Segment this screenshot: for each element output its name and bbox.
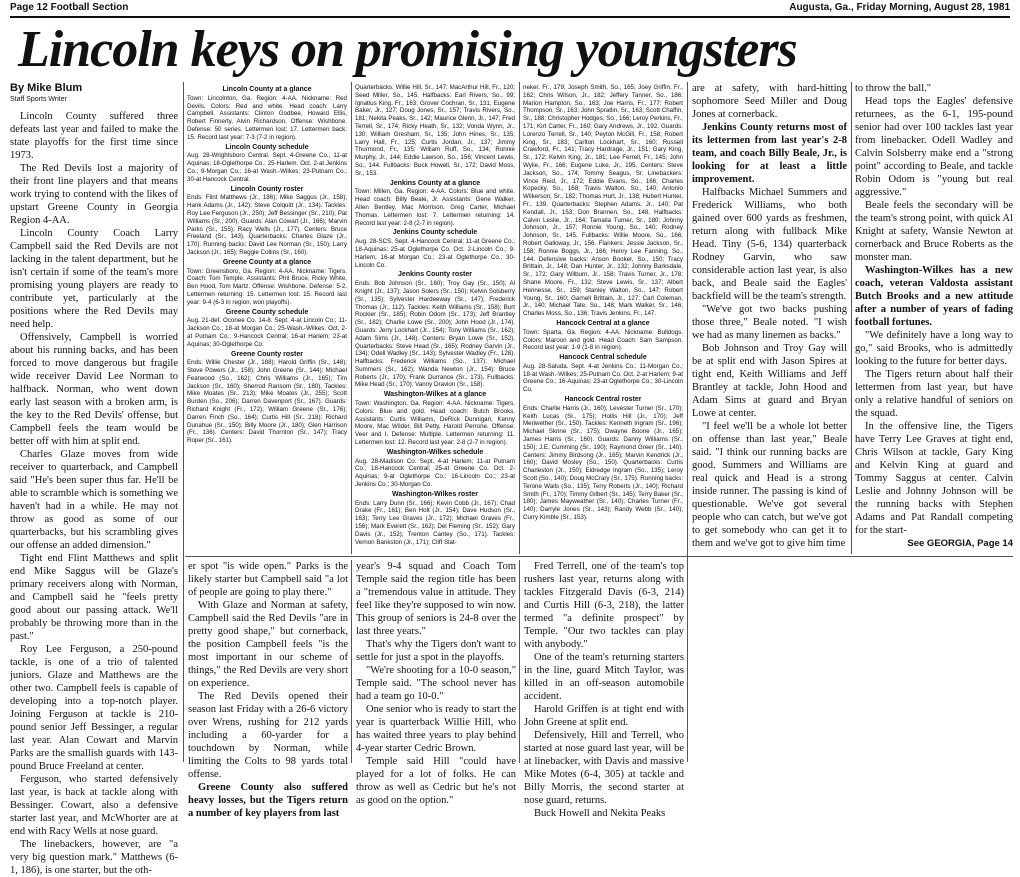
- story-column-bottom-3: [356, 560, 516, 806]
- story-paragraph: The Tigers return about half their lettermen from last year, but have only a relative handful of seniors on the squad.: [855, 369, 1013, 419]
- story-paragraph: "I feel we'll be a whole lot better on offense than last year," Beale said. "I think our running backs are good. Summers and Williams are real quick and Head is a strong inside runner. The passing is kind of questionable. We've got several people who can catch, but we've got to get somebody who can get it to them and we've got to give him time: [692, 421, 847, 549]
- story-paragraph: Tight end Flint Matthews and split end Mike Saggus will be Glaze's primary receivers along with Norman, and Campbell said he "feels pretty good about our passing attack. We'll probably be throwing more than in the past.": [10, 553, 178, 642]
- page-section-label: Page 12 Football Section: [10, 2, 129, 13]
- story-paragraph: The linebackers, however, are "a very big question mark." Matthews (6-1, 186), is one starter, but the oth-: [10, 839, 178, 876]
- bottom-section-rule: [185, 556, 1013, 557]
- story-column-left: [10, 82, 178, 876]
- box-title: Greene County roster: [231, 350, 303, 358]
- story-paragraph: With Glaze and Norman at safety, Campbell said the Red Devils "are in pretty good shape," but cornerback, the position Campbell feels "is the most important in our scheme of things," the Red Devils are very short on experience.: [188, 600, 348, 689]
- story-paragraph: Washington-Wilkes has a new coach, veteran Valdosta assistant Butch Brooks and a new attitude after a number of years of fading football fortunes.: [855, 265, 1013, 328]
- header-rule: [10, 16, 1010, 18]
- column-divider: [519, 560, 520, 763]
- story-paragraph: Buck Howell and Nekita Peaks: [534, 808, 666, 819]
- story-paragraph: er spot "is wide open." Parks is the likely starter but Campbell said "a lot of people are going to play there.": [188, 561, 348, 598]
- dateline: Augusta, Ga., Friday Morning, August 28, 1981: [789, 2, 1010, 13]
- box-title: Washington-Wilkes roster: [391, 490, 479, 498]
- column-divider: [183, 82, 184, 762]
- box-body: Town: Sparta, Ga. Region: 4-AA. Nickname: Bulldogs. Colors: Maroon and gold. Head Coach: Sam Sampson. Record last year: 1-9 (1-8 in region).: [523, 328, 683, 352]
- story-paragraph: The Red Devils lost a majority of their front line players and that means work trying to contend with the likes of upstart Greene County in Georgia Region 4-AA.: [10, 163, 178, 226]
- story-paragraph: Greene County also suffered heavy losses, but the Tigers return a number of key players from last: [188, 782, 348, 819]
- story-paragraph: Lincoln County Coach Larry Campbell said the Red Devils are not lacking in the talent department, but he isn't certain if some of the team's more promising young players are ready to contribute yet, particularly at the positions where the Red Devils may need help.: [10, 228, 178, 330]
- box-body: Town: Lincolnton, Ga. Region: 4-AA. Nickname: Red Devils. Colors: Red and white. Head coach: Larry Campbell. Assistants: Clinton Godbee, Howard Ellis, Robert Finnerty, Alvin Richardson. Offense: Wishbone. Defense: 50 series. Lettermen lost: 17. Lettermen back: 15. Record last year: 7-3 (7-2 in region).: [187, 94, 347, 141]
- headline: Lincoln keys on promising youngsters: [18, 21, 797, 78]
- box-body: Town: Greensboro, Ga. Region: 4-AA. Nickname: Tigers. Coach: Tom Temple. Assistants: Phil Bruce, Ricky White, Ben Hood, Tom Martz. Offense: Wishbone. Defense: 5-2. Lettermen returning: 15. Lettermen lost: 15. Record last year: 9-4 (6-3 in region, won playoffs).: [187, 267, 347, 306]
- box-title: Greene County at a glance: [222, 258, 312, 266]
- story-paragraph: Bob Johnson and Troy Gay will be at split end with Jason Spires at tight end, Keith Williams and Jeff Brantley at tackle, John Hood and Adam Sims at guard and Bryan Lowe at center.: [692, 343, 847, 419]
- story-paragraph: That's why the Tigers don't want to settle for just a spot in the playoffs.: [356, 639, 516, 663]
- byline-title: Staff Sports Writer: [10, 96, 67, 103]
- box-body: Ends: Flint Matthews (Jr., 186); Mike Saggus (Jr., 158); Hank Adams (Jr., 142); Steve Colquitt (Jr., 134). Tackles: Roy Lee Ferguson (Jr., 250); Jeff Bessinger (Sr., 210); Pat Williams (Sr., 200). Guards: Alan Cowart (Jr., 166); Marvin Parks (Sr., 155); Racy Wells (Jr., 177). Centers: Bruce Freeland (Sr., 143). Quarterbacks: Charles Glaze (Jr., 170). Running backs: David Lee Norman (Sr., 150); Larry Jackson (Jr., 165); Reggie Collins (Sr., 160).: [187, 194, 347, 256]
- box-title: Hancock Central at a glance: [556, 319, 650, 327]
- box-body: Ends: Bob Johnson (Sr., 160); Troy Gay (Sr., 150); Al Knight (Jr., 137); Jason Solers (Sr., 150); Kelvin Solsberry (Sr., 135); Sylvester Hardeeway (Sr., 147); Frederick Thomas (Jr., 112). Tackles: Keith Williams (Sr., 158); Burt Rockier (Sr., 185); Robin Odom (Sr., 173); Jeff Brantley (Sr., 182); Charlie Lowe (Sr., 200); John Hood (Jr., 174). Guards: Jerry Lockhart (Jr., 154); Tony Williams (Sr., 162); Adam Sims (Jr., 148). Centers: Bryan Lowe (Sr., 152). Quarterbacks: Steve Head (Sr., 165); Rodney Garvin (Jr., 134); Odell Wadley (Sr., 143); Sylvester Wadley (Fr., 128). Halfbacks: Frederick Williams (So., 137); Michael Summers (Sr., 162); Wanda Newton (Jr., 154); Bruce Roberts (Jr., 170); Frank Durrance (Sr., 173). Fullbacks: Mike Head (Sr., 170); Vanny Dravion (Sr., 158).: [355, 280, 515, 389]
- story-paragraph: "We definitely have a long way to go," said Brooks, who is admittedly looking to the future for better days.: [855, 330, 1013, 367]
- box-body: Ends: Larry Dunn (Sr., 166); Kevin Cobb (Jr., 167); Chad Drake (Fr., 161); Ben Holt (Jr., 154); Dave Hudson (Sr., 163); Terry Lee Graves (Jr., 172); Michael Graves (Fr., 156); Mark Everett (Sr., 162); Del Fleming (Sr., 152); Gary Davis (Jr., 152); Trenton Cantey (So., 171). Tackles: Vernon Bankston (Jr., 171); Cliff Slat-: [355, 499, 515, 546]
- story-paragraph: Head tops the Eagles' defensive returnees, as the 6-1, 195-pound senior had over 100 tackles last year from linebacker. Odell Wadley and Calvin Solsberry make end a "strong point" according to Beale, and tackle Robin Odom is "young but real aggressive.": [855, 96, 1013, 198]
- story-paragraph: Defensively, Hill and Terrell, who started at nose guard last year, will be at linebacker, with Davis and massive Mike Motes (6-4, 305) at tackle and Billy Morris, the second starter at nose guard, returns.: [524, 730, 684, 806]
- box-title: Washington-Wilkes schedule: [386, 448, 484, 456]
- glance-box-hancock: [523, 84, 683, 554]
- box-title: Lincoln County schedule: [225, 143, 309, 151]
- column-divider: [519, 82, 520, 554]
- story-paragraph: to throw the ball.": [855, 83, 932, 94]
- story-paragraph: One senior who is ready to start the year is quarterback Willie Hill, who has waited three years to play behind 4-year starter Cedric Brown.: [356, 704, 516, 754]
- column-divider: [351, 82, 352, 554]
- story-paragraph: Halfbacks Michael Summers and Frederick Williams, who both gained over 600 yards as freshmen, return along with fullback Mike Head. Tiny (5-6, 134) quarterback Rodney Garvin, who saw considerable action last year, is also back, and Beale said the Eagles' backfield will be the team's strength.: [692, 187, 847, 302]
- box-title: Lincoln County roster: [230, 185, 304, 193]
- jump-line[interactable]: See GEORGIA, Page 14: [907, 538, 1013, 549]
- story-paragraph: Temple said Hill "could have played for a lot of folks. He can throw as well as Cedric but he's not as good on the option.": [356, 756, 516, 806]
- story-paragraph: Fred Terrell, one of the team's top rushers last year, returns along with tackles Fitzgerald Davis (6-3, 214) and Curtis Hill (6-3, 218), the latter termed "a definite prospect" by Temple. "Our two tackles can play with anybody.": [524, 561, 684, 650]
- story-paragraph: year's 9-4 squad and Coach Tom Temple said the region title has been a "tremendous value in attitude. They feel like they're supposed to win now. This group of seniors is 24-8 over the last three years.": [356, 561, 516, 637]
- box-body: neker, Fr., 179; Joseph Smith, So., 165; Joey Griffin, Fr., 162; Chris Wilson, Jr., 182; Jeffery Tanner, So., 186; Marion Hampton, So., 163; Joe Harris, Fr., 177; Robert Thompson, Sr., 163; John Spratlin, Sr., 163; Scott Chaffin, Sr., 188; Christopher Hodges, So., 166; Leroy Perkins, Fr., 171; Kirt Carter, Fr., 160; Gary Andrews, Jr., 192. Guards: Lorenzo Terrell, Sr., 140; Peyton McGill, Fr., 158; Robert King, Sr., 183; Carlton Lockhart, Sr., 160; Russell Crawford, Fr., 141; Tracy Hardrage, Jr., 151; Gary King, Sr., 172; Kelvin King, Jr., 181; Lee Ferrell, Fr., 145; John Wylie, Fr., 166; Eugene Luke, Jr., 195. Centers: Steve Jackson, So., 174; Tommy Seagus, Sr. Linebackers: Vince Reid, Jr., 172; Eddie Evans, So., 166; Charles Kopecky, So., 168; Travis Walton, So., 140; Antonio Wilkerson, Sr., 182; Thomas Hurt, Jr., 138; Hubert Hunter, Fr., 139. Quarterbacks: Stephen Adams, Jr., 140; Pat Kendall, Jr., 153; Don Brannen, So., 148. Halfbacks: Calvin Leslie, Jr., 164; Tamaila Turner, Sr., 180; Johnny Johnson, Jr., 157; Ronnie Young, So., 140; Rodney Johnson, Sr., 145. Fullbacks: Willie Moore, So., 166; Robert Galloway, Jr., 156. Flankers: Jessie Jackson, Sr., 158; Ronnie Boggs, Jr., 166; Henry Lee Fanning, So., 144. Defensive backs: Anson Booker, So., 150; Tracy Brittain, Jr., 148; Dan Hunter, Jr., 132; Johnny Barksdale, Sr., 172; Gary Wilburn, Jr., 158; Travis Turner, Jr., 178; Shane Moore, Fr., 132; Steve Lewis, Sr., 137; Albert Hennesse, Sr., 159; Stanley Walton, So., 147; Robert Young, Sr., 160; Garnell Brittain, Jr., 127; Carl Coleman, Jr., 140; Michael Tate, So., 148; Mark Walker, Sr., 146; Charles Moss, So., 136; Travis Jenkins, Fr., 147.: [523, 84, 683, 318]
- box-title: Greene County schedule: [225, 308, 309, 316]
- box-title: Lincoln County at a glance: [222, 86, 312, 93]
- glance-box-lincoln-greene: [187, 84, 347, 554]
- story-column-bottom-4: [524, 560, 684, 819]
- story-paragraph: One of the team's returning starters in the line, guard Mitch Taylor, was killed in an off-season automobile accident.: [524, 652, 684, 702]
- story-paragraph: Beale feels the secondary will be the team's strong point, with quick Al Knight at safety, Wansie Newton at cornerback and Bruce Roberts as the monster man.: [855, 200, 1013, 263]
- box-body: Town: Washington, Ga. Region: 4-AA. Nickname: Tigers. Colors: Blue and gold. Head coach: Butch Brooks. Assistants: Curtis Williams, DeRick Dunnigan, Kenny Moore, Mac Wilder, Bill Petty, Harold Perrone. Offense: Veer and I. Defense: Multiple. Lettermen returning: 11. Lettermen lost: 12. Record last year: 2-8 (2-7 in region).: [355, 400, 515, 447]
- box-title: Jenkins County roster: [398, 271, 472, 279]
- story-paragraph: In the offensive line, the Tigers have Terry Lee Graves at tight end, Chris Wilson at tackle, Gary King and Kelvin King at guard and Tommy Saggus at center. Calvin Leslie and Johnny Johnson will be the running backs with Stephen Adams and Pat Randall competing for the start-: [855, 421, 1013, 536]
- story-paragraph: Roy Lee Ferguson, a 250-pound tackle, is one of a trio of talented juniors. Glaze and Matthews are the other two. Campbell feels is capable of developing into a top-notch player. Joining Ferguson at tackle is 210-pound senior Jeff Bessinger, a regular last year. Alan Cowart and Marvin Parks are the smallish guards with 143-pound Bruce Freeland at center.: [10, 644, 178, 772]
- story-paragraph: Charles Glaze moves from wide receiver to quarterback, and Campbell said "He's been super thus far. He'll be able to scramble which is something we haven't had in a while. He may not throw as good as some of our quarterbacks, but his scrambling gives our offense an added dimension.": [10, 449, 178, 551]
- page-header: [10, 2, 1010, 14]
- box-body: Ends: Charlie Harris (Jr., 160); Levester Turner (Sr., 170); Keith Lucas (Sr., 175); Hollis Hill (Jr., 170); Jeff Meriwether (Sr., 150). Tackles: Kenneth Ingram (Sr., 196); Michael Skrine (Sr., 175); Dwayne Boone (Jr., 165); James Harris (Sr., 160). Guards: Danny Williams (Sr., 150); J.E. Cumming (Sr., 190); Raymond Greer (Sr., 140). Centers: Jimmy Birdsong (Jr., 165); Marvin Kendrick (Jr., 160); David Mosley (So., 150). Quarterbacks: Curtis Charleston (Jr., 150); Eldredge Ingram (So., 135); Leroy Scott (So., 140); Doug McCrary (Sr., 175). Running backs: Terone Walls (So., 135); Terry Roberts (Jr., 140); Richard Smith (Fr., 170); Timmy Gilbert (Sr., 145); Terry Baker (Sr., 180); James Mayweather (Sr., 140); Charles Turner (Fr., 140); Darryle Jones (Sr., 143); Randy Webb (Sr., 140); Curry Kimble (Sr., 153).: [523, 404, 683, 522]
- box-body: Aug. 28-Saluda. Sept. 4-at Jenkins Co.; 11-Morgan Co.; 18-at Wash.-Wilkes; 25-Putnam Co. Oct. 2-at Harlem; 9-at Greene Co.; 16-Aquinas; 23-at Oglethorpe Co.; 30-Lincoln Co.: [523, 362, 683, 394]
- box-title: Jenkins County at a glance: [389, 179, 481, 187]
- box-body: Town: Millen, Ga. Region: 4-AA. Colors: Blue and white. Head coach: Billy Beale, Jr. Assistants: Gene Walker, Allen Bentley, Mac Morrison, Greg Carter, Michael Thomas. Lettermen lost: 7. Lettermen returning: 14. Record last year: 2-8 (2-7 in region).: [355, 188, 515, 227]
- story-paragraph: Lincoln County suffered three defeats last year and failed to make the state playoffs for the first time since 1973.: [10, 111, 178, 161]
- byline-name: By Mike Blum: [10, 82, 83, 94]
- story-paragraph: "We're shooting for a 10-0 season," Temple said. "The school never has had a team go 10-0.": [356, 665, 516, 702]
- story-paragraph: Ferguson, who started defensively last year, is back at tackle along with Bessinger. Cowart, also a defensive starter last year, and McWhorter are at end with Racy Wells at nose guard.: [10, 774, 178, 837]
- story-paragraph: Harold Griffen is at tight end with John Greene at split end.: [524, 704, 684, 728]
- box-title: Jenkins County schedule: [392, 229, 478, 237]
- story-paragraph: Offensively, Campbell is worried about his running backs, and has been forced to move dangerous but fragile wide receiver David Lee Norman to halfback. Norman, who went down early last season with a broken arm, is the key to the Red Devils' offense, but Campbell feels the team would be better off with him at split end.: [10, 332, 178, 447]
- box-body: Aug. 21-def. Oconee Co. 14-8. Sept. 4-at Lincoln Co.; 11-Jackson Co.; 18-at Morgan Co.; 25-Wash.-Wilkes. Oct. 2-at Putnam Co.; 9-Hancock Central; 16-at Harlem; 23-at Aquinas; 30-Oglethorpe Co.: [187, 317, 347, 348]
- box-title: Hancock Central roster: [564, 396, 642, 404]
- story-column-far-right: [855, 82, 1013, 554]
- story-column-bottom-2: [188, 560, 348, 819]
- box-body: Aug. 28-Wrightsboro Central. Sept. 4-Greene Co.; 11-at Aquinas; 18-Oglethorpe Co.; 25-Harlem. Oct. 2-at Jenkins Co.; 9-Morgan Co.; 16-at Wash.-Wilkes; 23-Putnam Co.; 30-at Hancock Central.: [187, 152, 347, 183]
- box-body: Aug. 28-Madison Co. Sept. 4-at Harlem; 11-at Putnam Co.; 18-Hancock Central; 25-at Greene Co. Oct. 2-Aquinas; 9-at Oglethorpe Co.; 16-Lincoln Co.; 23-at Jenkins Co.; 30-Morgan Co.: [355, 457, 515, 489]
- story-paragraph: Jenkins County returns most of its lettermen from last year's 2-8 team, and coach Billy Beale, Jr., is looking for at least a little improvement.: [692, 122, 847, 185]
- story-paragraph: "We've got two backs pushing those three," Beale noted. "I wish we had as many linemen as backs.": [692, 304, 847, 341]
- box-body: Ends: Willie Chester (Jr., 188); Harold Griffin (Sr., 148); Steve Powers (Jr., 158); John Greene (Sr., 144); Michael Fearwood (So., 162); Chris Williams (Jr., 165); Tim Jackson (Sr., 160); Sherrod Ransom (Sr., 180). Tackles: Mike Moates (Sr., 213); Mike Moates (Jr., 255); Scott Burden (So., 206); Darren Davenport (Sr., 167). Guards: Richard Knight (Fr., 172); William Greene (Sr., 176); Darren Finch (So., 164); Curtis Hill (Sr., 218); Richard Dunahue (Sr., 150); Billy Moore (Jr., 180); Glen Harrison (Fr., 136). Centers: David Thornton (Sr., 147); Tracy Roper (Sr., 161).: [187, 359, 347, 445]
- column-divider: [687, 82, 688, 762]
- story-paragraph: The Red Devils opened their season last Friday with a 26-6 victory over Wrens, rushing for 212 yards including a 60-yarder for a touchdown by Norman, while limiting the Colts to 98 yards total offense.: [188, 691, 348, 780]
- glance-box-jenkins-wash: [355, 84, 515, 554]
- box-body: Aug. 28-SCS. Sept. 4-Hancock Central; 11-at Greene Co.; 18-Aquinas; 25-at Oglethorpe Co. Oct. 2-Lincoln Co.; 9-Harlem; 16-at Morgan Co.; 23-at Oglethorpe Co.; 30-Lincoln Co.: [355, 238, 515, 269]
- box-title: Washington-Wilkes at a glance: [383, 391, 487, 399]
- story-paragraph: are at safety, with hard-hitting sophomore Seed Miller and Doug Jones at cornerback.: [692, 83, 847, 120]
- box-title: Hancock Central schedule: [559, 354, 647, 362]
- story-column-right: [692, 82, 847, 554]
- column-divider: [351, 560, 352, 763]
- column-divider: [851, 82, 852, 554]
- box-body: Quarterbacks: Willie Hill, Sr., 147; MacArthur Hill, Fr., 120; Seed Miller, So., 145. Halfbacks: Earl Rivers, So., 99; Ignatius King, Fr., 163; Grover Cochran, Sr., 131; Eugene Baker, Jr., 127; Doug Jones, Sr., 157; Travis Rivers, So., 181; Nekita Peaks, Sr., 142; Maurice Glenn, Jr., 147; Fred Terrell, Sr., 174; Ricky Heath, Sr., 132; Vonda Wynn, Jr., 130; William Gresham, Sr., 135; John Hines, Sr., 135; Larry Hall, Fr., 125; Curtis Jordan, Jr., 137; Jimmy Thurmond, Fr., 135; William Ruff, So., 134; Ronnie Murphy, Jr., 144; Eddie Lawson, So., 156; Vincent Lewis, So., 144. Fullbacks: Buck Howell, Sr., 172; David Moss, Sr., 153.: [355, 84, 515, 177]
